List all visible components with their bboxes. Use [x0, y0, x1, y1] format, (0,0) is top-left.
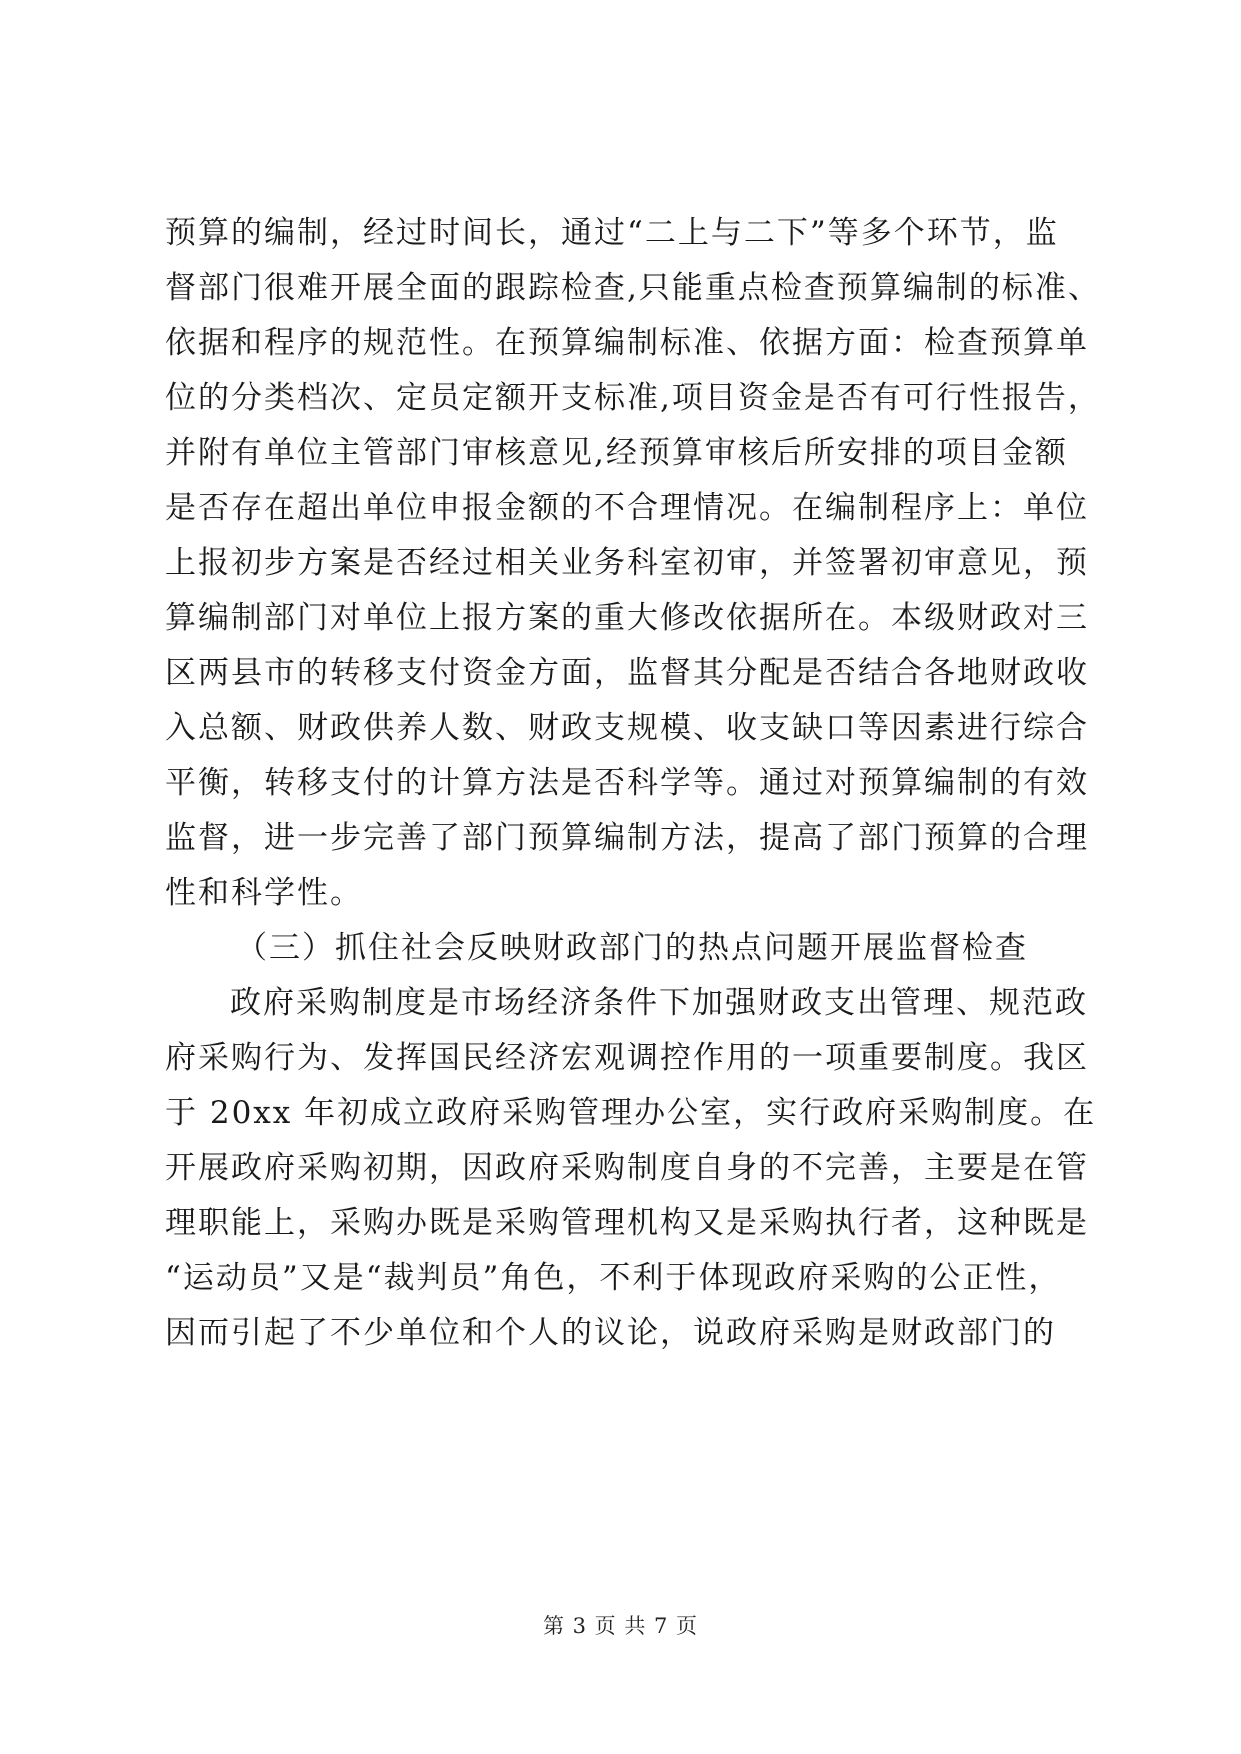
paragraph-line: 于 20xx 年初成立政府采购管理办公室，实行政府采购制度。在 [165, 1095, 1097, 1131]
paragraph-line: 算编制部门对单位上报方案的重大修改依据所在。本级财政对三 [165, 600, 1089, 636]
paragraph-line: 府采购行为、发挥国民经济宏观调控作用的一项重要制度。我区 [165, 1040, 1089, 1076]
paragraph-line: 监督，进一步完善了部门预算编制方法，提高了部门预算的合理 [165, 820, 1089, 856]
page-number-footer: 第 3 页 共 7 页 [542, 1614, 699, 1638]
paragraph-line: 理职能上，采购办既是采购管理机构又是采购执行者，这种既是 [165, 1205, 1089, 1241]
paragraph-line: 并附有单位主管部门审核意见,经预算审核后所安排的项目金额 [165, 435, 1068, 471]
paragraph-line: 平衡，转移支付的计算方法是否科学等。通过对预算编制的有效 [165, 765, 1089, 801]
section-heading: （三）抓住社会反映财政部门的热点问题开展监督检查 [236, 930, 1028, 966]
paragraph-line: 督部门很难开展全面的跟踪检查,只能重点检查预算编制的标准、 [165, 270, 1101, 306]
paragraph-line: 预算的编制，经过时间长，通过“二上与二下”等多个环节，监 [165, 215, 1059, 251]
paragraph-line: 性和科学性。 [165, 875, 363, 911]
paragraph-line: 依据和程序的规范性。在预算编制标准、依据方面：检查预算单 [165, 325, 1089, 361]
paragraph-line: 入总额、财政供养人数、财政支规模、收支缺口等因素进行综合 [165, 710, 1089, 746]
paragraph-line: 开展政府采购初期，因政府采购制度自身的不完善，主要是在管 [165, 1150, 1089, 1186]
paragraph-line: “运动员”又是“裁判员”角色，不利于体现政府采购的公正性， [165, 1260, 1062, 1296]
paragraph-line: 上报初步方案是否经过相关业务科室初审，并签署初审意见，预 [165, 545, 1089, 581]
paragraph-line: 区两县市的转移支付资金方面，监督其分配是否结合各地财政收 [165, 655, 1089, 691]
paragraph-line: 是否存在超出单位申报金额的不合理情况。在编制程序上：单位 [165, 490, 1089, 526]
paragraph-line: 政府采购制度是市场经济条件下加强财政支出管理、规范政 [230, 985, 1088, 1021]
paragraph-line: 因而引起了不少单位和个人的议论，说政府采购是财政部门的 [165, 1315, 1056, 1351]
paragraph-line: 位的分类档次、定员定额开支标准,项目资金是否有可行性报告， [165, 380, 1101, 416]
